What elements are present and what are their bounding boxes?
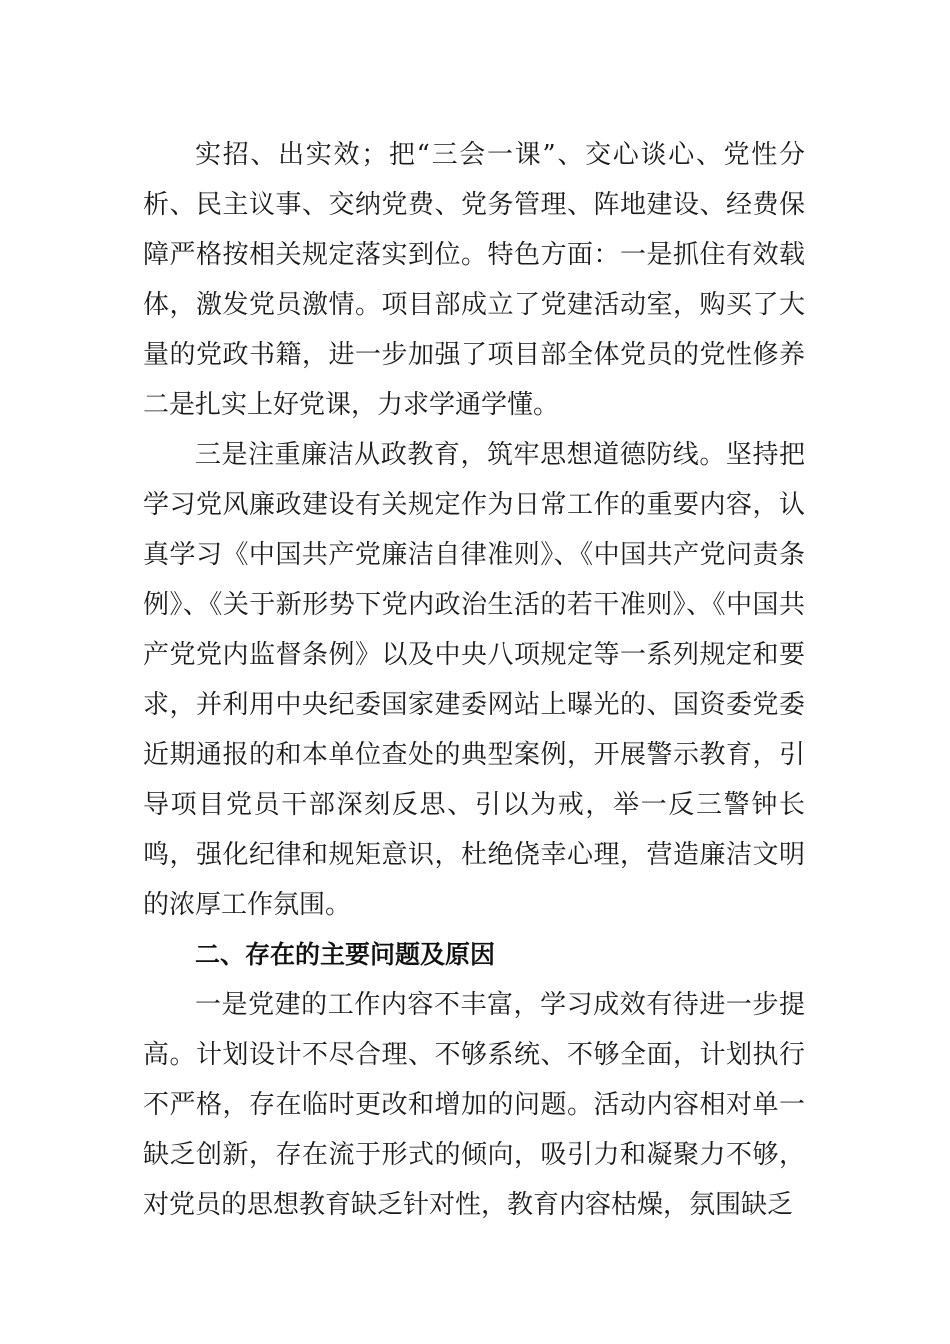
document-body — [143, 130, 805, 1230]
paragraph-integrity-education: 三是注重廉洁从政教育，筑牢思想道德防线。坚持把学习党风廉政建设有关规定作为日常工作的重要内容，认真学习《中国共产党廉洁自律准则》、《中国共产党问责条例》、《关于新形势下党内政治生活的若干准则》、《中国共产党党内监督条例》以及中央八项规定等一系列规定和要求，并利用中央纪委国家建委网站上曝光的、国资委党委近期通报的和本单位查处的典型案例，开展警示教育，引导项目党员干部深刻反思、引以为戒，举一反三警钟长鸣，强化纪律和规矩意识，杜绝侥幸心理，营造廉洁文明的浓厚工作氛围。 — [143, 440, 805, 920]
paragraph-continuation: 实招、出实效；把“三会一课”、交心谈心、党性分析、民主议事、交纳党费、党务管理、阵地建设、经费保障严格按相关规定落实到位。特色方面：一是抓住有效载体，激发党员激情。项目部成立了党建活动室，购买了大量的党政书籍，进一步加强了项目部全体党员的党性修养二是扎实上好党课，力求学通学懂。 — [143, 140, 805, 420]
section-heading-problems: 二、存在的主要问题及原因 — [195, 940, 496, 969]
paragraph-problem-one: 一是党建的工作内容不丰富，学习成效有待进一步提高。计划设计不尽合理、不够系统、不够全面，计划执行不严格，存在临时更改和增加的问题。活动内容相对单一缺乏创新，存在流于形式的倾向，吸引力和凝聚力不够，对党员的思想教育缺乏针对性，教育内容枯燥，氛围缺乏 — [143, 990, 805, 1220]
